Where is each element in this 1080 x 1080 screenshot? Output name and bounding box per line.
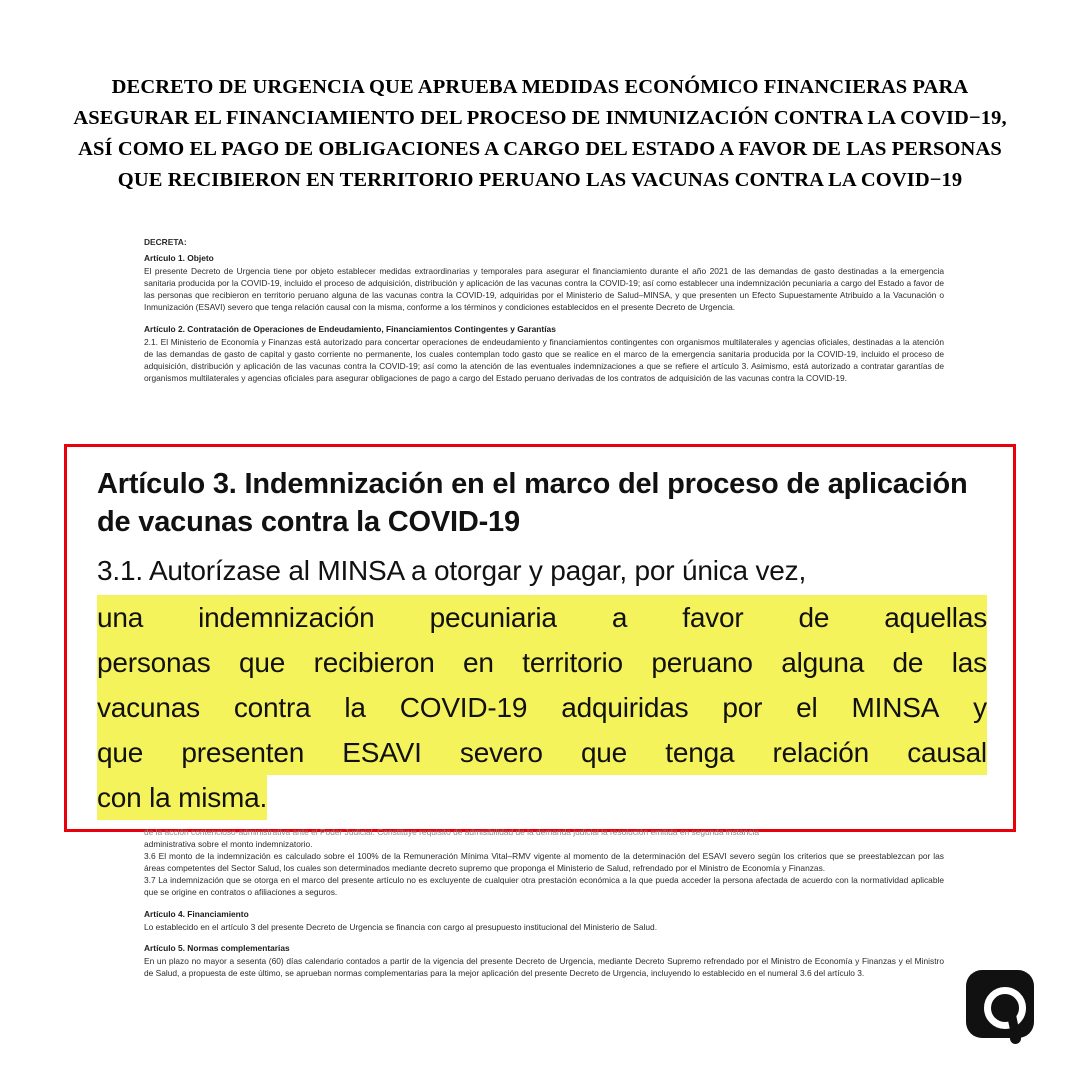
decreta-label: DECRETA: bbox=[144, 237, 187, 247]
article-1-heading: Artículo 1. Objeto bbox=[144, 253, 214, 264]
q-logo bbox=[966, 970, 1040, 1044]
word: la bbox=[344, 692, 366, 723]
word: presenten bbox=[181, 737, 305, 768]
article-1-body: El presente Decreto de Urgencia tiene por objeto establecer medidas extraordinarias y temporales para asegurar el financiamiento durante el año 2021 de las demandas de gasto destinadas a la emergencia sanitaria producida por la COVID-19, incluido el proceso de adquisición, distribución y aplicación de las vacunas contra la COVID-19; así como establecer una indemnización pecuniaria a cargo del Estado a favor de las personas que recibieron en territorio peruano alguna de las vacunas contra la COVID-19, adquiridas por el Ministerio de Salud–MINSA, y que presenten un Efecto Supuestamente Atribuido a la Vacunación o Inmunización (ESAVI) severo que tenga relación causal con la misma, conforme a los términos y condiciones establecidos en el presente Decreto de Urgencia. bbox=[144, 266, 944, 313]
article-2-heading: Artículo 2. Contratación de Operaciones de Endeudamiento, Financiamientos Contingentes y Garantías bbox=[144, 323, 556, 334]
page-title: DECRETO DE URGENCIA QUE APRUEBA MEDIDAS ECONÓMICO FINANCIERAS PARA ASEGURAR EL FINANCIAMIENTO DEL PROCESO DE INMUNIZACIÓN CONTRA LA COVID−19, ASÍ COMO EL PAGO DE OBLIGACIONES A CARGO DEL ESTADO A FAVOR DE LAS PERSONAS QUE RECIBIERON EN TERRITORIO PERUANO LAS VACUNAS CONTRA LA COVID−19 bbox=[73, 76, 1007, 191]
word: que bbox=[97, 737, 144, 768]
word: ESAVI bbox=[342, 737, 422, 768]
word: territorio bbox=[522, 647, 623, 678]
callout-highlight-line-5: con la misma. bbox=[97, 775, 267, 820]
callout-highlight-line-1 bbox=[97, 595, 987, 640]
word: en bbox=[463, 647, 494, 678]
word: contra bbox=[233, 692, 311, 723]
document-body-lower bbox=[144, 826, 944, 979]
paragraph-3-5-tail: administrativa sobre el monto indemnizatorio. bbox=[144, 839, 313, 850]
clipped-text-line: de la acción contencioso-administrativa ante el Poder Judicial. Constituye requisito de admisibilidad de la demanda judicial la resolución emitida en segunda instancia bbox=[144, 827, 759, 837]
paragraph-3-6: 3.6 El monto de la indemnización es calculado sobre el 100% de la Remuneración Mínima Vital–RMV vigente al momento de la determinación del ESAVI severo según los criterios que se preestablezcan por las áreas competentes del Sector Salud, los cuales son determinados mediante decreto supremo que proponga el Ministerio de Salud, refrendado por el Ministro de Economía y Finanzas. bbox=[144, 851, 944, 874]
word: de bbox=[798, 602, 830, 633]
word: adquiridas bbox=[561, 692, 689, 723]
word: y bbox=[973, 692, 987, 723]
word: tenga bbox=[665, 737, 735, 768]
article-4-heading: Artículo 4. Financiamiento bbox=[144, 908, 249, 919]
word: por bbox=[722, 692, 763, 723]
callout-paragraph bbox=[97, 548, 987, 820]
word: severo bbox=[459, 737, 543, 768]
callout-highlight-line-3 bbox=[97, 685, 987, 730]
logo-dot bbox=[1010, 1033, 1021, 1044]
paragraph-3-7: 3.7 La indemnización que se otorga en el marco del presente artículo no es excluyente de cualquier otra prestación económica a la que pueda acceder la persona afectada de acuerdo con la normatividad aplicable que se origine en contratos o afiliaciones a seguros. bbox=[144, 875, 944, 898]
word: personas bbox=[97, 647, 211, 678]
word: vacunas bbox=[97, 692, 200, 723]
word: las bbox=[951, 647, 987, 678]
word: favor bbox=[682, 602, 744, 633]
word: que bbox=[580, 737, 628, 768]
article-5-heading: Artículo 5. Normas complementarias bbox=[144, 942, 290, 953]
document-body-upper bbox=[144, 236, 944, 384]
word: MINSA bbox=[851, 692, 940, 723]
word: peruano bbox=[651, 647, 753, 678]
callout-highlight-line-2 bbox=[97, 640, 987, 685]
word: relación bbox=[772, 737, 870, 768]
word: causal bbox=[907, 737, 987, 768]
word: una bbox=[97, 602, 144, 633]
word: alguna bbox=[781, 647, 865, 678]
word: a bbox=[611, 602, 628, 633]
callout-title: Artículo 3. Indemnización en el marco del proceso de aplicación de vacunas contra la COVID-19 bbox=[97, 468, 968, 538]
word: recibieron bbox=[313, 647, 435, 678]
article-4-body: Lo establecido en el artículo 3 del presente Decreto de Urgencia se financia con cargo al presupuesto institucional del Ministerio de Salud. bbox=[144, 921, 658, 932]
word: pecuniaria bbox=[429, 602, 557, 633]
word: indemnización bbox=[198, 602, 375, 633]
word: el bbox=[796, 692, 818, 723]
word: de bbox=[892, 647, 924, 678]
logo-ring bbox=[984, 987, 1026, 1029]
article-2-body: 2.1. El Ministerio de Economía y Finanzas está autorizado para concertar operaciones de endeudamiento y financiamientos contingentes con organismos multilaterales y agencias oficiales, destinadas a la atención de las demandas de gasto de capital y gasto corriente no permanente, los cuales contemplan todo gasto que se realice en el marco de la emergencia sanitaria producida por la COVID-19, incluido el proceso de adquisición, distribución y aplicación de las vacunas contra la COVID-19; así como la atención de las eventuales indemnizaciones a que se refiere el artículo 3. Asimismo, está autorizado a contratar garantías de organismos multilaterales y agencias oficiales para asegurar obligaciones de pago a cargo del Estado peruano derivadas de los contratos de adquisición de las vacunas contra la COVID-19. bbox=[144, 336, 944, 383]
article-5-body: En un plazo no mayor a sesenta (60) días calendario contados a partir de la vigencia del presente Decreto de Urgencia, mediante Decreto Supremo refrendado por el Ministro de Economía y Finanzas y el Ministro de Salud, a propuesta de este último, se aprueban normas complementarias para la mejor aplicación del presente Decreto de Urgencia, incluyendo lo establecido en el numeral 3.6 del artículo 3. bbox=[144, 955, 944, 978]
word: COVID-19 bbox=[399, 692, 528, 723]
highlighted-article-callout bbox=[64, 444, 1016, 832]
word: que bbox=[239, 647, 286, 678]
callout-lead-text: 3.1. Autorízase al MINSA a otorgar y pagar, por única vez, bbox=[97, 555, 807, 586]
word: aquellas bbox=[884, 602, 987, 633]
callout-highlight-line-4 bbox=[97, 730, 987, 775]
